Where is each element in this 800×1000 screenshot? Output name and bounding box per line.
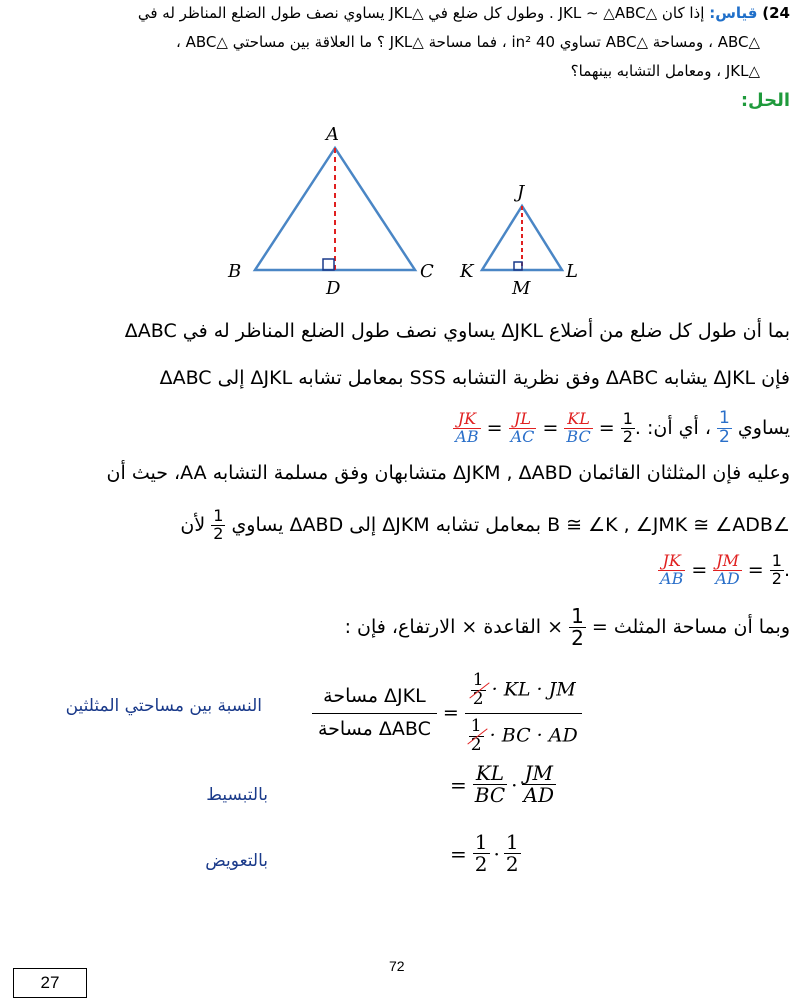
fraction-half-area: $\frac{1}{2}$: [571, 604, 584, 650]
body-line-5: ∠B ≅ ∠K , ∠JMK ≅ ∠ADB بمعامل تشابه ΔJKM إلى ΔABD يساوي $\frac{1}{2}$ لأن: [180, 506, 790, 543]
label-c: C: [420, 261, 434, 282]
substitute-equation: = $\frac{1}{2}$ · $\frac{1}{2}$: [450, 830, 519, 876]
note-substitute: بالتعويض: [205, 851, 268, 871]
body-line-3: يساوي $\frac{1}{2}$ ، أي أن: $\frac{JK}{AB}$ = $\frac{JL}{AC}$ = $\frac{KL}{BC}$ = $\frac{1}{2}$ .: [455, 408, 790, 447]
body-line-2: فإن ΔJKL يشابه ΔABC وفق نظرية التشابه SSS بمعامل تشابه ΔJKL إلى ΔABC: [159, 367, 790, 389]
question-text-1: إذا كان △JKL ∼ △ABC . وطول كل ضلع في △JKL يساوي نصف طول الضلع المناظر له في: [137, 4, 705, 22]
fraction-half-blue: $\frac{1}{2}$: [719, 408, 730, 447]
label-l: L: [566, 261, 578, 282]
label-m: M: [512, 278, 531, 299]
question-line-1: [10, 4, 790, 22]
solution-label: الحل:: [740, 90, 790, 111]
label-j: J: [517, 182, 525, 203]
note-simplify: بالتبسيط: [206, 785, 268, 805]
area-ratio-equation: $\frac{\text{مساحة ΔJKL}}{\text{مساحة ΔABC}}$ = $\frac{1}{2}$ · KL · JM $\frac{1}{2}$ · BC · AD: [312, 672, 582, 754]
question-number: 24): [762, 4, 790, 22]
note-ratio: النسبة بين مساحتي المثلثين: [65, 696, 262, 716]
label-d: D: [326, 278, 341, 299]
simplify-equation: = $\frac{KL}{BC}$ · $\frac{JM}{AD}$: [450, 761, 554, 807]
question-keyword: قياس:: [709, 4, 758, 22]
triangles-figure: [220, 118, 600, 300]
equation-ratios-1: $\frac{JK}{AB}$ = $\frac{JL}{AC}$ = $\frac{KL}{BC}$ = $\frac{1}{2}$ .: [455, 409, 641, 446]
right-angle-d: [323, 259, 334, 270]
body-line-4: وعليه فإن المثلثان القائمان ΔJKM , ΔABD متشابهان وفق مسلمة التشابه AA، حيث أن: [106, 462, 790, 484]
question-line-2: [10, 33, 760, 51]
body-line-7: وبما أن مساحة المثلث = $\frac{1}{2}$ × القاعدة × الارتفاع، فإن :: [344, 604, 790, 650]
label-k: K: [460, 261, 474, 282]
question-text-2: △ABC ، ومساحة △ABC تساوي 40 in² ، فما مساحة △JKL ؟ ما العلاقة بين مساحتي △ABC ،: [176, 33, 760, 51]
body-line-1: بما أن طول كل ضلع من أضلاع ΔJKL يساوي نصف طول الضلع المناظر له في ΔABC: [124, 320, 790, 342]
box-number: 27: [13, 968, 87, 998]
equation-ratios-2: $\frac{JK}{AB}$ = $\frac{JM}{AD}$ = $\frac{1}{2}$ .: [660, 551, 790, 588]
question-text-3: △JKL ، ومعامل التشابه بينهما؟: [570, 62, 760, 80]
label-b: B: [228, 261, 242, 282]
body-line-6: [10, 553, 790, 588]
fraction-half-inline: $\frac{1}{2}$: [213, 506, 224, 543]
question-line-3: [10, 62, 760, 80]
label-a: A: [326, 124, 339, 145]
page-number: 72: [389, 958, 405, 974]
